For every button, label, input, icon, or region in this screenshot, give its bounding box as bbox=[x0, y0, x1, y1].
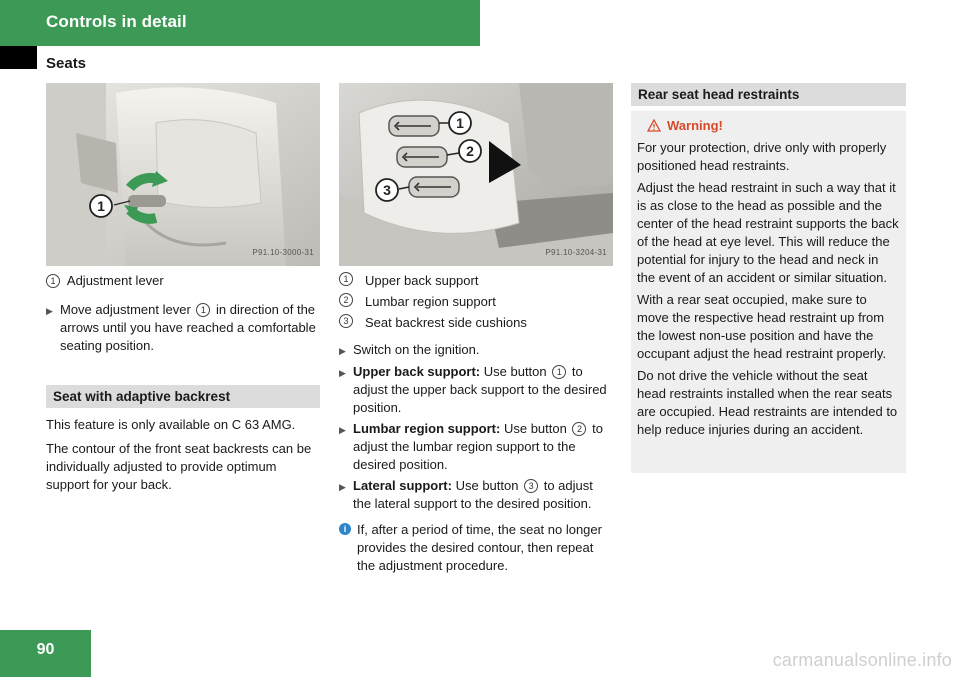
info-icon: i bbox=[339, 523, 351, 535]
warning-paragraph: For your protection, drive only with properly positioned head restraints. bbox=[637, 140, 887, 173]
legend-item: 1 Upper back support bbox=[339, 272, 613, 290]
seat-lever-photo bbox=[46, 83, 320, 266]
info-note bbox=[339, 521, 613, 575]
callout-number-1: 1 bbox=[456, 115, 464, 131]
info-text: If, after a period of time, the seat no longer provides the desired contour, then repeat the adjustment procedure. bbox=[357, 522, 602, 573]
callout-number-3: 3 bbox=[383, 182, 391, 198]
instruction-bullet: ▶ Lateral support: Use button 3 to adjust the lateral support to the desired position. bbox=[339, 478, 593, 511]
caption-text: Adjustment lever bbox=[66, 273, 164, 288]
column-middle bbox=[339, 83, 613, 575]
instruction-bullet: ▶ Upper back support: Use button 1 to adjust the upper back support to the desired position. bbox=[339, 364, 607, 415]
inline-number: 1 bbox=[196, 303, 210, 317]
page-number-box bbox=[0, 630, 91, 677]
legend-item: 2 Lumbar region support bbox=[339, 293, 613, 311]
rear-head-restraints-heading: Rear seat head restraints bbox=[631, 83, 906, 106]
warning-box bbox=[631, 111, 906, 473]
header-bar bbox=[0, 0, 480, 46]
instruction-bullet: ▶ Switch on the ignition. bbox=[339, 341, 613, 360]
instruction-bullet bbox=[46, 301, 320, 355]
watermark: carmanualsonline.info bbox=[772, 650, 952, 670]
button-legend bbox=[339, 272, 613, 332]
photo-caption bbox=[46, 272, 320, 290]
bullet-arrow-icon: ▶ bbox=[339, 346, 346, 356]
warning-heading: Warning! bbox=[637, 117, 900, 135]
availability-text: This feature is only available on C 63 AMG. bbox=[46, 417, 296, 432]
backrest-buttons-illustration bbox=[339, 83, 613, 266]
section-title: Seats bbox=[46, 55, 87, 72]
page-number: 90 bbox=[36, 641, 55, 658]
contour-description: The contour of the front seat backrests can be individually adjusted to provide optimum support for your back. bbox=[46, 441, 312, 492]
callout-number-2: 2 bbox=[466, 143, 474, 159]
instruction-text: Move adjustment lever 1 in direction of the arrows until you have reached a comfortable seating position. bbox=[60, 302, 316, 353]
bullet-arrow-icon: ▶ bbox=[339, 482, 346, 492]
seat-lever-illustration bbox=[46, 83, 320, 266]
photo-code: P91.10-3000-31 bbox=[252, 248, 314, 257]
warning-triangle-icon bbox=[647, 119, 661, 132]
callout-number-1: 1 bbox=[97, 198, 105, 214]
warning-paragraph: Adjust the head restraint in such a way that it is as close to the head as possible and the center of the head restraint supports the back of the head at eye level. This will reduce the potential for injury to the head and neck in the event of an accident or similar situation. bbox=[637, 180, 899, 285]
column-left bbox=[46, 83, 320, 494]
photo-code: P91.10-3204-31 bbox=[545, 248, 607, 257]
instruction-bullet: ▶ Lumbar region support: Use button 2 to adjust the lumbar region support to the desired position. bbox=[339, 421, 603, 472]
caption-number: 1 bbox=[46, 274, 60, 288]
warning-paragraph: With a rear seat occupied, make sure to move the respective head restraint up from the lowest non-use position and have the occupant adjust the head restraint properly. bbox=[637, 292, 887, 361]
warning-paragraph: Do not drive the vehicle without the seat head restraints installed when the rear seats are occupied. Head restraints are intended to help reduce injuries during an accident. bbox=[637, 368, 898, 437]
bullet-arrow-icon: ▶ bbox=[46, 306, 53, 316]
chapter-title: Controls in detail bbox=[46, 12, 187, 31]
adaptive-backrest-heading: Seat with adaptive backrest bbox=[46, 385, 320, 408]
legend-item: 3 Seat backrest side cushions bbox=[339, 314, 613, 332]
section-tab-marker bbox=[0, 46, 37, 69]
backrest-buttons-photo bbox=[339, 83, 613, 266]
bullet-arrow-icon: ▶ bbox=[339, 425, 346, 435]
column-right bbox=[631, 83, 906, 473]
bullet-arrow-icon: ▶ bbox=[339, 368, 346, 378]
